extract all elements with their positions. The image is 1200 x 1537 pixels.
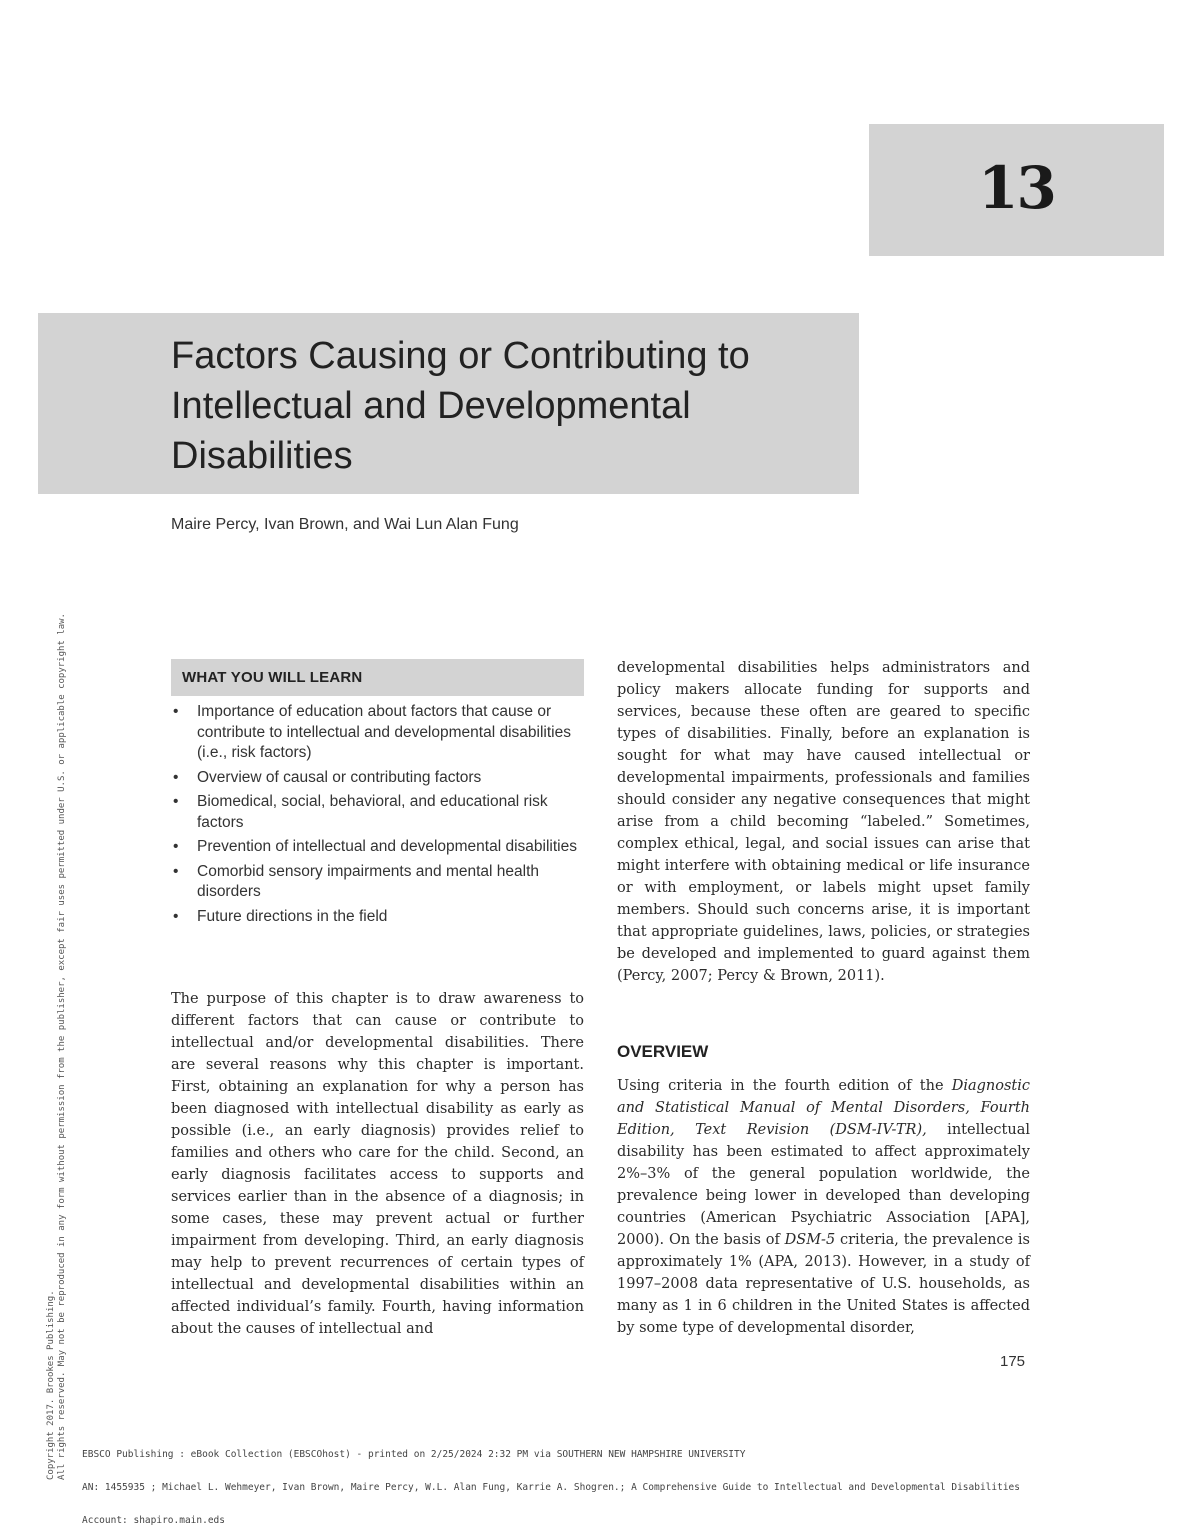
chapter-title: Factors Causing or Contributing to Intellectual and Developmental Disabilities (171, 335, 750, 477)
learn-list-item (171, 907, 591, 928)
chapter-number-box (869, 124, 1164, 256)
learn-heading: WHAT YOU WILL LEARN (182, 669, 363, 686)
learn-list-item (171, 702, 591, 764)
bullet-icon: • (173, 862, 179, 880)
bullet-icon: • (173, 838, 179, 855)
learn-list-item (171, 862, 591, 903)
learn-list-item (171, 792, 591, 833)
learn-list (171, 702, 591, 931)
bullet-icon: • (173, 793, 179, 810)
learn-item-text: Future directions in the field (197, 907, 388, 925)
page-number: 175 (1000, 1353, 1026, 1370)
side-copyright-notice (46, 410, 68, 1480)
overview-text-1: Using criteria in the fourth edition of the (617, 1078, 952, 1094)
learn-list-item (171, 837, 591, 858)
overview-heading: OVERVIEW (617, 1042, 709, 1061)
bullet-icon: • (173, 907, 179, 925)
chapter-title-box (38, 313, 859, 494)
dsm-5-title: DSM-5 (784, 1232, 836, 1248)
side-copyright-line-1: Copyright 2017. Brookes Publishing. (46, 1290, 56, 1480)
footer-line-2: AN: 1455935 ; Michael L. Wehmeyer, Ivan Brown, Maire Percy, W.L. Alan Fung, Karrie A. Shogren.; A Comprehensive Guide to Intellectual and Developmental Disabilities (82, 1482, 1020, 1493)
learn-heading-box (171, 659, 584, 696)
learn-item-text: Overview of causal or contributing factors (197, 768, 482, 786)
continued-paragraph: developmental disabilities helps administrators and policy makers allocate funding for supports and services, because these often are geared to specific types of disabilities. Finally, before an explanation is sought for what may have caused intellectual or developmental impairments, professionals and families should consider any negative consequences that might arise from a child becoming “labeled.” Sometimes, complex ethical, legal, and social issues can arise that might interfere with obtaining medical or life insurance or with employment, or labels might upset family members. Should such concerns arise, it is important that appropriate guidelines, laws, policies, or strategies be developed and implemented to guard against them (Percy, 2007; Percy & Brown, 2011). (617, 660, 1030, 984)
bullet-icon: • (173, 768, 179, 786)
overview-text-3: criteria, the prevalence is approximately 1% (APA, 2013). However, in a study of 1997–2008 data representative of U.S. households, as many as 1 in 6 children in the United States is affected by some type of developmental disorder, (617, 1232, 1030, 1336)
dsm-iv-tr-title: Diagnostic and Statistical Manual of Mental Disorders, Fourth Edition, Text Revision (DSM-IV-TR), (617, 1078, 1030, 1138)
learn-item-text: Importance of education about factors that cause or contribute to intellectual and developmental disabilities (i.e., risk factors) (197, 703, 571, 761)
side-copyright-line-2: All rights reserved. May not be reproduced in any form without permission from the publisher, except fair uses permitted under U.S. or applicable copyright law. (57, 613, 67, 1480)
print-footer (82, 1427, 1182, 1537)
bullet-icon: • (173, 703, 179, 720)
intro-paragraph: The purpose of this chapter is to draw awareness to different factors that can cause or contribute to intellectual and/or developmental disabilities. There are several reasons why this chapter is important. First, obtaining an explanation for why a person has been diagnosed with intellectual disability as early as possible (i.e., an early diagnosis) provides relief to families and others who care for the child. Second, an early diagnosis facilitates access to supports and services earlier than in the absence of a diagnosis; in some cases, these may prevent actual or further impairment from developing. Third, an early diagnosis may help to prevent recurrences of certain types of intellectual and developmental disabilities within an affected individual’s family. Fourth, having information about the causes of intellectual and (171, 991, 584, 1337)
chapter-number: 13 (978, 154, 1055, 222)
learn-item-text: Prevention of intellectual and developmental disabilities (197, 838, 577, 855)
learn-item-text: Biomedical, social, behavioral, and educational risk factors (197, 793, 548, 831)
learn-list-item (171, 768, 591, 789)
footer-line-1: EBSCO Publishing : eBook Collection (EBSCOhost) - printed on 2/25/2024 2:32 PM via SOUTHERN NEW HAMPSHIRE UNIVERSITY (82, 1449, 746, 1460)
chapter-authors: Maire Percy, Ivan Brown, and Wai Lun Alan Fung (171, 516, 519, 533)
learn-item-text: Comorbid sensory impairments and mental health disorders (197, 862, 540, 900)
overview-paragraph (617, 1075, 1030, 1339)
overview-text-2: intellectual disability has been estimated to affect approximately 2%–3% of the general population worldwide, the prevalence being lower in developed than developing countries (American Psychiatric Association [APA], 2000). On the basis of (617, 1122, 1030, 1248)
footer-line-3: Account: shapiro.main.eds (82, 1515, 225, 1526)
